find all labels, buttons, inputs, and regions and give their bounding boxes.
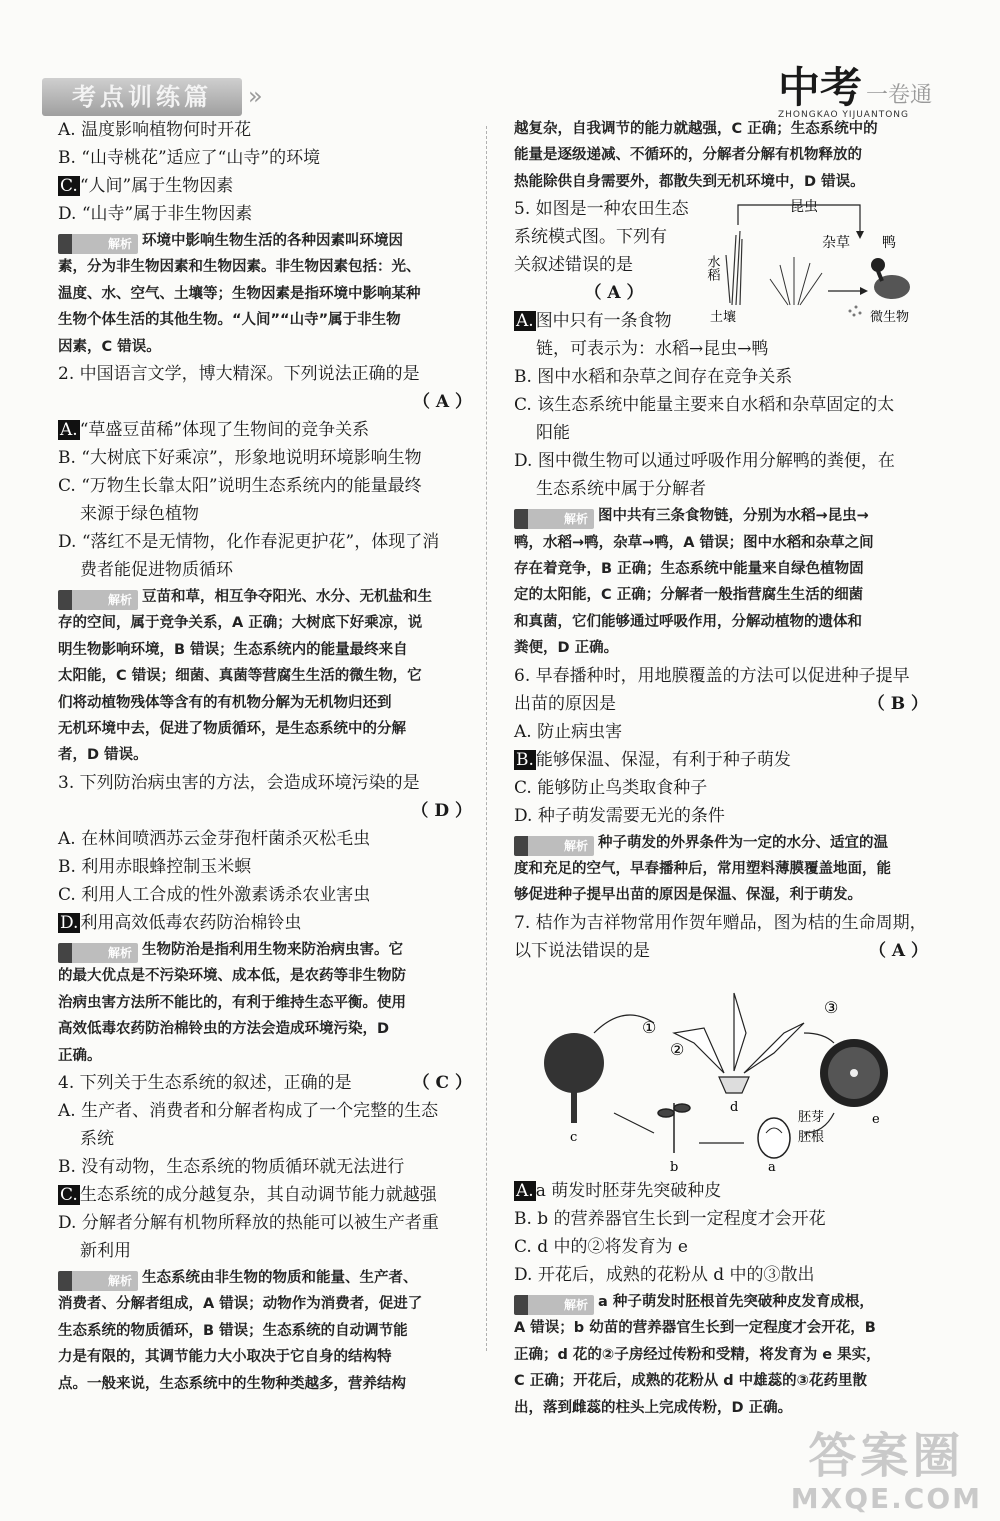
analysis — [58, 937, 472, 1069]
analysis-line: 明生物影响环境，B 错误；生态系统内的能量最终来自 — [58, 641, 408, 658]
question-2 — [58, 360, 472, 769]
left-column — [58, 116, 472, 1397]
duck — [871, 258, 910, 299]
option-d: D. 种子萌发需要无光的条件 — [514, 805, 725, 826]
label-e: e — [872, 1111, 880, 1127]
question-stem: 5. 如图是一种农田生态 — [514, 199, 689, 220]
stem-text: 以下说法错误的是 — [514, 940, 650, 961]
orange-life-cycle-figure — [534, 973, 934, 1173]
label-soil: 土壤 — [710, 310, 737, 326]
answer-bracket: （ A ） — [584, 283, 644, 304]
question-stem: 7. 桔作为吉祥物常用作贺年赠品，图为桔的生命周期， — [514, 912, 927, 933]
analysis-line: 度和充足的空气，早春播种后，常用塑料薄膜覆盖地面，能 — [514, 861, 891, 878]
question-stem: 系统模式图。下列有 — [514, 227, 667, 248]
question-stem — [514, 937, 928, 965]
option-a-cont: 系统 — [80, 1128, 114, 1149]
question-4 — [58, 1069, 472, 1397]
question-stem — [58, 1069, 472, 1097]
brand-en: ZHONGKAO YIJUANTONG — [778, 110, 909, 120]
analysis-line: 生态系统的物质循环，B 错误；生态系统的自动调节能 — [58, 1322, 408, 1339]
question-1 — [58, 116, 472, 360]
analysis-line: 无机环境中去，促进了物质循环，是生态系统中的分解 — [58, 721, 406, 738]
option-d: D. “山寺”属于非生物因素 — [58, 204, 253, 224]
analysis-line: 生物防治是指利用生物来防治病虫害。它 — [142, 941, 403, 958]
option-text: “人间”属于生物因素 — [79, 176, 234, 196]
farmland-ecosystem-figure — [704, 195, 930, 326]
analysis — [514, 503, 928, 661]
analysis-line: 越复杂，自我调节的能力就越强，C 正确；生态系统中的 — [514, 121, 878, 137]
label-duck: 鸭 — [882, 235, 896, 252]
label-radicle: 胚根 — [798, 1129, 825, 1145]
analysis-line: 和真菌，它们能够通过呼吸作用，分解动植物的遗体和 — [514, 613, 862, 630]
analysis-line: 素，分为非生物因素和生物因素。非生物因素包括：光、 — [58, 259, 421, 276]
option-d: D. “落红不是无情物，化作春泥更护花”，体现了消 — [58, 532, 440, 553]
microbe-dots — [849, 306, 862, 317]
section-arrow: » — [248, 82, 263, 110]
analysis-line: 治病虫害方法所不能比的，有利于维持生态平衡。使用 — [58, 994, 406, 1011]
right-column — [514, 116, 928, 1421]
option-a-correct — [514, 1177, 928, 1205]
brand-logo — [778, 63, 958, 120]
stem-text: 4. 下列关于生态系统的叙述，正确的是 — [58, 1072, 352, 1093]
analysis-line: 太阳能，C 错误；细菌、真菌等营腐生生活的微生物，它 — [58, 668, 422, 685]
label-circled-2: ② — [670, 1039, 685, 1059]
analysis-continued — [514, 116, 928, 195]
analysis-line: 热能除供自身需要外，都散失到无机环境中，D 错误。 — [514, 173, 865, 190]
option-c-cont: 来源于绿色植物 — [80, 504, 199, 525]
option-c: C. “万物生长靠太阳”说明生态系统内的能量最终 — [58, 476, 422, 497]
flower-d — [674, 993, 804, 1093]
label-c: c — [570, 1129, 578, 1145]
question-6 — [514, 662, 928, 909]
brand-main: 中考 — [778, 63, 863, 112]
option-c-correct — [58, 1181, 472, 1209]
analysis-line: 种子萌发的外界条件为一定的水分、适宜的温 — [598, 834, 888, 851]
analysis-line: 高效低毒农药防治棉铃虫的方法会造成环境污染，D — [58, 1021, 390, 1038]
question-stem: 3. 下列防治病虫害的方法，会造成环境污染的是 — [58, 772, 420, 793]
option-c: C. 能够防止鸟类取食种子 — [514, 777, 708, 798]
analysis-line: 够促进种子提早出苗的原因是保温、保湿，利于萌发。 — [514, 887, 862, 904]
analysis-line: 温度、水、空气、土壤等；生物因素是指环境中影响某种 — [58, 285, 421, 302]
option-c: C. 利用人工合成的性外激素诱杀农业害虫 — [58, 884, 371, 905]
analysis-line: 定的太阳能，C 正确；分解者一般指营腐生生活的细菌 — [514, 587, 864, 604]
question-3 — [58, 769, 472, 1069]
option-b: B. 利用赤眼蜂控制玉米螟 — [58, 856, 252, 877]
analysis-line: a 种子萌发时胚根首先突破种皮发育成根， — [598, 1293, 874, 1310]
analysis-badge: 解析 — [514, 1295, 594, 1315]
analysis-line: C 正确；开花后，成熟的花粉从 d 中雄蕊的③花药里散 — [514, 1373, 867, 1390]
question-7 — [514, 909, 928, 1421]
analysis-line: 出，落到雌蕊的柱头上完成传粉，D 正确。 — [514, 1399, 793, 1416]
option-text: a 萌发时胚芽先突破种皮 — [535, 1180, 722, 1201]
analysis — [58, 228, 472, 360]
label-circled-3: ③ — [824, 997, 839, 1017]
option-b-correct — [514, 746, 928, 774]
option-b: B. b 的营养器官生长到一定程度才会开花 — [514, 1208, 826, 1229]
analysis-line: 环境中影响生物生活的各种因素叫环境因 — [142, 233, 403, 249]
arrowhead — [856, 231, 864, 239]
analysis-line: 存在着竞争，B 正确；生态系统中能量来自绿色植物固 — [514, 561, 864, 578]
correct-marker: D. — [60, 912, 79, 933]
option-d-cont: 费者能促进物质循环 — [80, 560, 233, 581]
arrowhead — [860, 287, 868, 295]
option-d-cont: 新利用 — [80, 1240, 131, 1261]
option-d-cont: 生态系统中属于分解者 — [536, 479, 706, 500]
option-a: A. 生产者、消费者和分解者构成了一个完整的生态 — [58, 1100, 439, 1121]
answer-bracket: （ C ） — [412, 1072, 472, 1093]
correct-marker: A. — [516, 311, 534, 332]
answer-bracket: （ A ） — [412, 392, 472, 413]
option-b: B. “山寺桃花”适应了“山寺”的环境 — [58, 148, 321, 168]
label-a: a — [768, 1159, 776, 1175]
analysis-line: 正确。 — [58, 1047, 102, 1064]
option-text: 图中只有一条食物 — [535, 311, 672, 332]
label-insect: 昆虫 — [790, 199, 818, 216]
question-stem: 6. 早春播种时，用地膜覆盖的方法可以促进种子提早 — [514, 665, 910, 686]
correct-marker: C. — [60, 1184, 78, 1205]
analysis-line: 的最大优点是不污染环境、成本低，是农药等非生物防 — [58, 968, 406, 985]
option-c: C. 该生态系统中能量主要来自水稻和杂草固定的太 — [514, 395, 895, 416]
tree-c — [544, 1033, 604, 1123]
analysis-line: 粪便，D 正确。 — [514, 640, 619, 657]
option-b: B. 图中水稻和杂草之间存在竞争关系 — [514, 367, 793, 388]
answer-bracket: （ B ） — [867, 693, 928, 714]
analysis-line: 们将动植物残体等含有的有机物分解为无机物归还到 — [58, 694, 392, 711]
analysis-line: 图中共有三条食物链，分别为水稻→昆虫→ — [598, 508, 869, 525]
section-tag: 考点训练篇 — [42, 78, 242, 116]
label-d: d — [730, 1099, 739, 1115]
analysis-line: 存的空间，属于竞争关系，A 正确；大树底下好乘凉，说 — [58, 615, 423, 632]
question-stem — [514, 690, 928, 718]
column-divider — [486, 126, 487, 1351]
option-text: 能够保温、保湿，有利于种子萌发 — [535, 749, 791, 770]
weed-plant — [770, 257, 822, 305]
analysis-line: 生物个体生活的其他生物。“人间”“山寺”属于非生物 — [58, 312, 401, 329]
analysis-badge: 解析 — [58, 943, 138, 963]
question-5 — [514, 195, 928, 661]
seedling-b — [658, 1103, 690, 1153]
label-plumule: 胚芽 — [798, 1109, 825, 1125]
analysis-line: 力是有限的，其调节能力大小取决于它自身的结构特 — [58, 1349, 392, 1366]
option-c: C. d 中的②将发育为 e — [514, 1236, 688, 1257]
option-c-cont: 阳能 — [536, 423, 570, 444]
rice-plant — [726, 231, 742, 305]
question-stem: 关叙述错误的是 — [514, 255, 633, 276]
label-b: b — [670, 1159, 679, 1175]
answer-bracket: （ A ） — [868, 940, 928, 961]
analysis-badge: 解析 — [58, 590, 138, 610]
label-weed: 杂草 — [822, 235, 850, 252]
answer-bracket: （ D ） — [411, 800, 472, 821]
option-a: A. 防止病虫害 — [514, 721, 623, 742]
label-rice: 水稻 — [704, 255, 720, 282]
option-b: B. “大树底下好乘凉”，形象地说明环境影响生物 — [58, 448, 422, 469]
correct-marker: A. — [516, 1180, 534, 1201]
analysis-badge: 解析 — [58, 1271, 138, 1291]
option-a-correct — [58, 416, 472, 444]
option-d: D. 图中微生物可以通过呼吸作用分解鸭的粪便，在 — [514, 451, 895, 472]
watermark-title: 答案圈 — [808, 1428, 965, 1484]
option-a: A. 温度影响植物何时开花 — [58, 120, 252, 140]
label-microbe: 微生物 — [870, 310, 910, 326]
label-circled-1: ① — [642, 1017, 657, 1037]
option-d-correct — [58, 909, 472, 937]
analysis-line: 点。一般来说，生态系统中的生物种类越多，营养结构 — [58, 1375, 406, 1392]
option-c-correct — [58, 172, 472, 200]
question-stem: 2. 中国语言文学，博大精深。下列说法正确的是 — [58, 364, 420, 385]
option-a-cont: 链，可表示为：水稻→昆虫→鸭 — [536, 339, 769, 360]
watermark — [791, 1430, 982, 1515]
analysis-badge: 解析 — [514, 836, 594, 856]
option-a: A. 在林间喷洒苏云金芽孢杆菌杀灭松毛虫 — [58, 828, 371, 849]
analysis-line: 鸭，水稻→鸭，杂草→鸭，A 错误；图中水稻和杂草之间 — [514, 534, 874, 551]
analysis-line: 生态系统由非生物的物质和能量、生产者、 — [142, 1269, 418, 1286]
fruit-e — [820, 1039, 888, 1107]
analysis-badge: 解析 — [514, 509, 594, 529]
correct-marker: A. — [60, 420, 78, 441]
analysis-line: 消费者、分解者组成，A 错误；动物作为消费者，促进了 — [58, 1296, 423, 1313]
brand-sub: 一卷通 — [866, 83, 933, 108]
analysis — [58, 1265, 472, 1397]
seed-a — [758, 1118, 790, 1158]
option-text: 生态系统的成分越复杂，其自动调节能力就越强 — [79, 1184, 437, 1205]
option-text: 利用高效低毒农药防治棉铃虫 — [80, 912, 302, 933]
correct-marker: B. — [516, 749, 534, 770]
analysis-line: 能量是逐级递减、不循环的，分解者分解有机物释放的 — [514, 147, 862, 164]
analysis-line: 因素，C 错误。 — [58, 338, 161, 355]
analysis-line: 者，D 错误。 — [58, 747, 148, 764]
analysis — [514, 1289, 928, 1421]
analysis-line: 正确；d 花的②子房经过传粉和受精，将发育为 e 果实， — [514, 1346, 881, 1363]
analysis — [514, 830, 928, 909]
stem-text: 出苗的原因是 — [514, 693, 616, 714]
analysis-line: A 错误；b 幼苗的营养器官生长到一定程度才会开花，B — [514, 1320, 876, 1337]
analysis-line: 豆苗和草，相互争夺阳光、水分、无机盐和生 — [142, 589, 432, 606]
option-d: D. 开花后，成熟的花粉从 d 中的③散出 — [514, 1264, 815, 1285]
option-text: “草盛豆苗稀”体现了生物间的竞争关系 — [79, 420, 370, 441]
option-b: B. 没有动物，生态系统的物质循环就无法进行 — [58, 1156, 405, 1177]
option-d: D. 分解者分解有机物所释放的热能可以被生产者重 — [58, 1212, 439, 1233]
analysis — [58, 584, 472, 769]
watermark-url: MXQE.COM — [790, 1482, 982, 1515]
correct-marker: C. — [60, 176, 78, 196]
analysis-badge: 解析 — [58, 234, 138, 254]
